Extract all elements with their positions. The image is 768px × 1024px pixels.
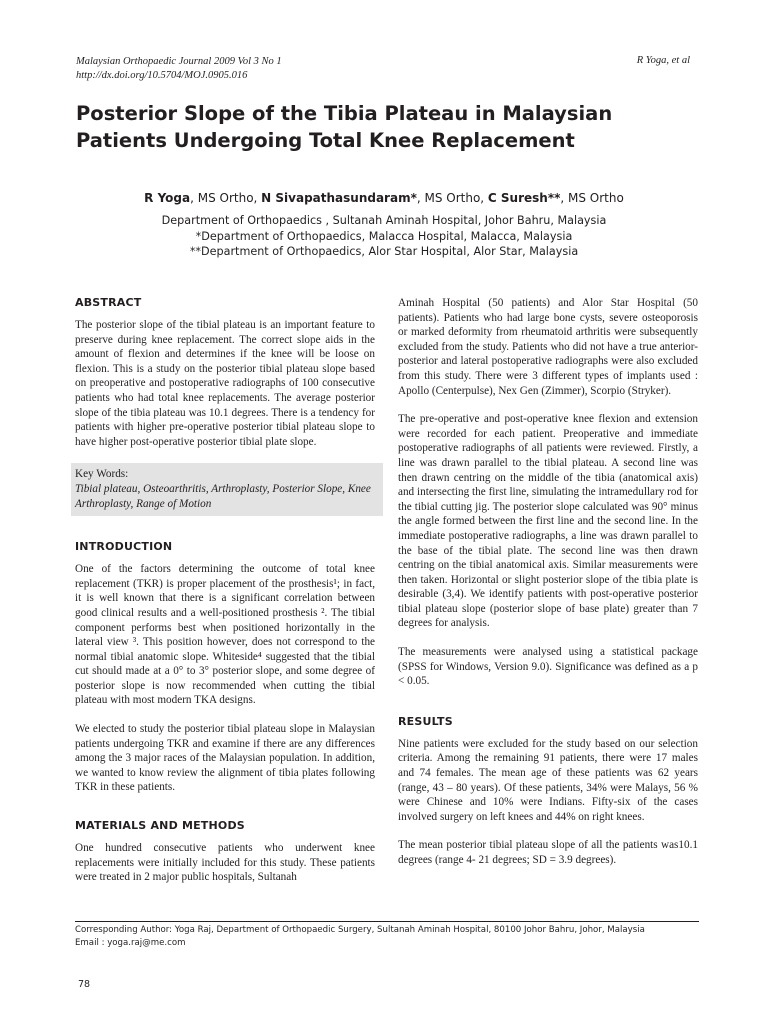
keywords-text: Tibial plateau, Osteoarthritis, Arthroplasty, Posterior Slope, Knee Arthroplasty, Range of Motion <box>75 482 371 510</box>
affiliation-line: Department of Orthopaedics , Sultanah Aminah Hospital, Johor Bahru, Malaysia <box>161 214 607 227</box>
introduction-heading: INTRODUCTION <box>75 540 173 554</box>
affiliation-line: *Department of Orthopaedics, Malacca Hospital, Malacca, Malaysia <box>195 229 573 243</box>
keywords-box <box>71 463 383 516</box>
page-number: 78 <box>78 979 91 990</box>
article-title: Posterior Slope of the Tibia Plateau in Malaysian Patients Undergoing Total Knee Replacement <box>76 102 613 152</box>
introduction-paragraph: One of the factors determining the outcome of total knee replacement (TKR) is proper placement of the prosthesis¹; in fact, it is well known that there is a significant correlation between good clinical results and a well-positioned prosthesis ². The tibial component performs best when positioned horizontally in the lateral view ³. This position however, does not correspond to the normal tibial anatomic slope. Whiteside⁴ suggested that the tibial cut should made at a 0° to 3° posterior slope, and some degree of posterior slope is now recommended when cutting the tibial plateau with most modern TKA designs. <box>75 563 375 707</box>
running-author: R Yoga, et al <box>636 55 690 66</box>
footer-divider <box>75 921 699 922</box>
results-heading: RESULTS <box>398 714 453 728</box>
methods-paragraph: The pre-operative and post-operative knee flexion and extension were recorded for each patient. Preoperative and immediate postoperative radiographs of all patients were reviewed. Firstly, a line was drawn parallel to the tibial plateau. A second line was then drawn centring on the middle of the tibia (anatomical axis) and intersecting the first line, simulating the intramedullary rod for the tibial cutting jig. The posterior slope calculated was 90° minus the angle formed between the first line and the second line. In the immediate postoperative radiographs, a line was drawn parallel to the base of the tibial plate. The second line was then drawn centring on the tibial anatomical axis. Similar measurements were then taken. Horizontal or slight posterior slope of the tibia plate is desirable (3,4). We identify patients with post-operative posterior tibial plateau slope (posterior slope of base plate) greater than 7 degrees for analysis. <box>398 413 698 630</box>
author-degree: , MS Ortho, <box>416 191 488 205</box>
author-email[interactable]: Email : yoga.raj@me.com <box>75 937 186 948</box>
abstract-heading: ABSTRACT <box>75 296 142 309</box>
abstract-text: The posterior slope of the tibial plateau is an important feature to preserve during knee replacement. The correct slope aids in the amount of flexion and determines if the knee will be loose on flexion. This is a study on the posterior tibial plateau slope based on preoperative and postoperative radiographs of 100 consecutive patients who had total knee replacements. The average posterior slope of the tibia plateau was 10.1 degrees. There is a tendency for patients with higher pre-operative posterior tibial plateau slope to have higher post-operative posterior tibial plate slope. <box>75 319 375 448</box>
author-name: N Sivapathasundaram* <box>261 191 417 205</box>
author-name: C Suresh** <box>487 191 561 205</box>
right-column <box>398 296 698 868</box>
affiliations <box>60 213 708 260</box>
running-header-left <box>76 55 282 83</box>
author-name: R Yoga <box>144 191 191 205</box>
journal-citation: Malaysian Orthopaedic Journal 2009 Vol 3 No 1 <box>76 56 282 67</box>
introduction-paragraph: We elected to study the posterior tibial plateau slope in Malaysian patients undergoing TKR and examine if there are any differences among the 3 major races of the Malaysian population. In addition, we wanted to know review the alignment of tibia plates following TKR in these patients. <box>75 723 375 794</box>
results-paragraph: The mean posterior tibial plateau slope of all the patients was10.1 degrees (range 4- 21 degrees; SD = 3.9 degrees). <box>398 839 698 866</box>
doi-link[interactable]: http://dx.doi.org/10.5704/MOJ.0905.016 <box>76 70 248 81</box>
methods-paragraph: The measurements were analysed using a statistical package (SPSS for Windows, Version 9.0). Significance was defined as a p < 0.05. <box>398 646 698 688</box>
left-column <box>75 296 375 885</box>
keywords-label: Key Words: <box>75 468 129 481</box>
methods-heading: MATERIALS AND METHODS <box>75 819 245 833</box>
author-line <box>60 190 708 207</box>
methods-paragraph: Aminah Hospital (50 patients) and Alor Star Hospital (50 patients). Patients who had large bone cysts, severe osteoporosis or marked deformity from rheumatoid arthritis were subsequently excluded from the study. Patients who did not have a true anterior-posterior and lateral postoperative radiographs were also excluded from this study. There were 3 different types of implants used : Apollo (Centerpulse), Nex Gen (Zimmer), Scorpio (Stryker). <box>398 297 698 397</box>
corresponding-author-footer <box>75 924 715 949</box>
corresponding-author: Corresponding Author: Yoga Raj, Department of Orthopaedic Surgery, Sultanah Aminah Hospital, 80100 Johor Bahru, Johor, Malaysia <box>75 925 645 935</box>
author-degree: , MS Ortho, <box>190 191 262 205</box>
author-degree: , MS Ortho <box>560 191 624 205</box>
affiliation-line: **Department of Orthopaedics, Alor Star Hospital, Alor Star, Malaysia <box>189 245 579 258</box>
methods-paragraph: One hundred consecutive patients who underwent knee replacements were initially included for this study. These patients were treated in 2 major public hospitals, Sultanah <box>75 842 375 884</box>
results-paragraph: Nine patients were excluded for the study based on our selection criteria. Among the remaining 91 patients, there were 17 males and 74 females. The mean age of these patients was 62 years (range, 43 – 80 years). Of these patients, 34% were Malays, 56 % were Chinese and 10% were Indians. Fifty-six of the cases involved surgery on left knees and 44% on right knees. <box>398 737 698 823</box>
